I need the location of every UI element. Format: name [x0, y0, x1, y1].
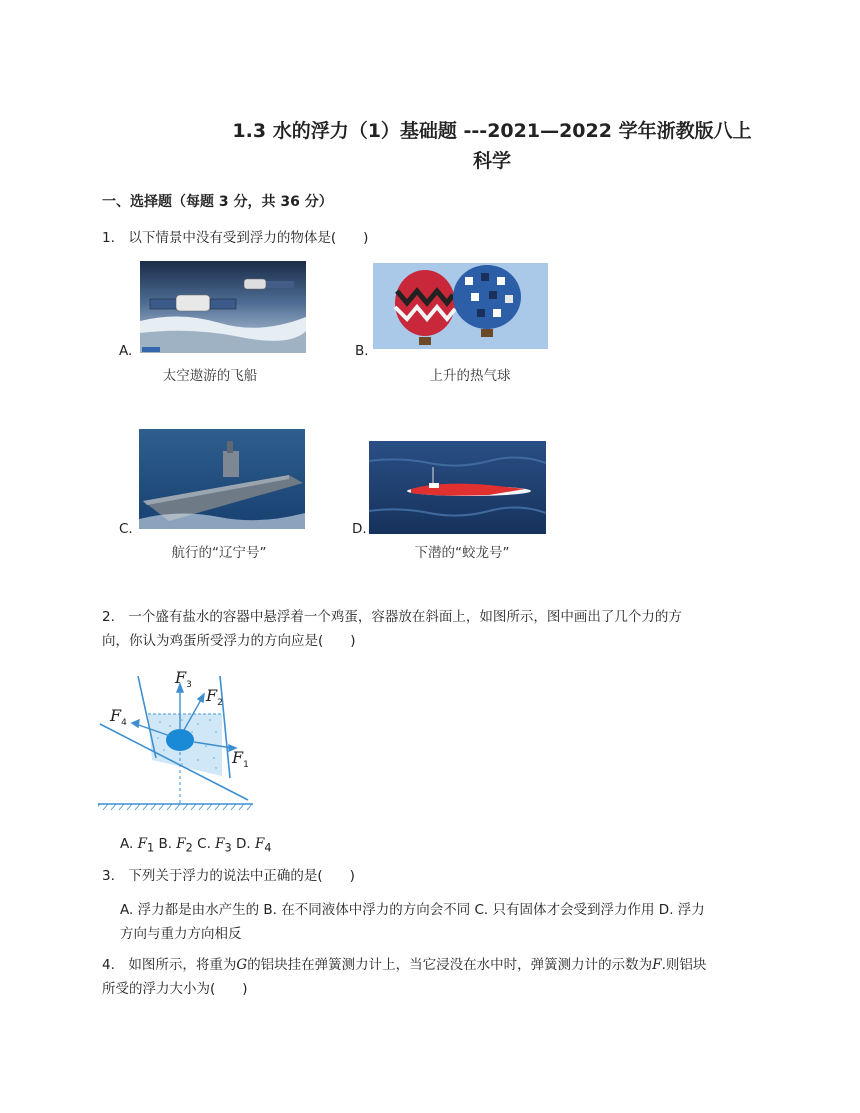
label-f3: $F_3$: [175, 668, 192, 691]
aircraft-carrier-image: [139, 429, 305, 529]
question-3-options: [120, 898, 760, 946]
option-b[interactable]: B. $F_2$: [158, 836, 193, 855]
option-a-caption: 太空遨游的飞船: [162, 368, 258, 384]
option-c[interactable]: C. $F_3$: [197, 836, 232, 855]
question-2: [102, 605, 762, 653]
force-diagram: [98, 668, 253, 816]
question-2-line-1: 2. 一个盛有盐水的容器中悬浮着一个鸡蛋，容器放在斜面上，如图所示，图中画出了几个力的方: [102, 609, 682, 625]
page-title: 1.3 水的浮力（1）基础题 ---2021—2022 学年浙教版八上科学: [232, 120, 752, 172]
question-3: 3. 下列关于浮力的说法中正确的是( ): [102, 868, 355, 884]
spacecraft-image: [140, 261, 306, 353]
section-heading: 一、选择题（每题 3 分，共 36 分）: [102, 194, 333, 210]
question-2-options: [120, 832, 760, 861]
label-f4: $F_4$: [110, 706, 127, 729]
hot-air-balloon-image: [373, 263, 548, 349]
option-d-caption: 下潜的“蛟龙号”: [414, 545, 510, 561]
submersible-image: [369, 441, 546, 534]
question-4-line-2: 所受的浮力大小为( ): [102, 981, 248, 997]
option-c-caption: 航行的“辽宁号”: [171, 545, 267, 561]
question-4-line-1: 4. 如图所示，将重为G的铝块挂在弹簧测力计上，当它浸没在水中时，弹簧测力计的示数为F.则铝块: [102, 957, 707, 973]
question-3-options-line-1: A. 浮力都是由水产生的 B. 在不同液体中浮力的方向会不同 C. 只有固体才会受到浮力作用 D. 浮力: [120, 902, 705, 918]
label-f2: $F_2$: [206, 686, 223, 709]
question-4: [102, 953, 762, 1001]
option-d-letter: D.: [352, 521, 367, 537]
question-2-line-2: 向，你认为鸡蛋所受浮力的方向应是( ): [102, 633, 356, 649]
question-3-options-line-2: 方向与重力方向相反: [120, 926, 242, 942]
option-b-caption: 上升的热气球: [429, 368, 511, 384]
option-b-letter: B.: [355, 343, 369, 359]
option-d[interactable]: D. $F_4$: [236, 836, 272, 855]
label-f1: $F_1$: [232, 748, 249, 771]
option-a-letter: A.: [119, 343, 133, 359]
option-c-letter: C.: [119, 521, 133, 537]
option-a[interactable]: A. $F_1$: [120, 836, 155, 855]
question-1: 1. 以下情景中没有受到浮力的物体是( ): [102, 230, 369, 246]
